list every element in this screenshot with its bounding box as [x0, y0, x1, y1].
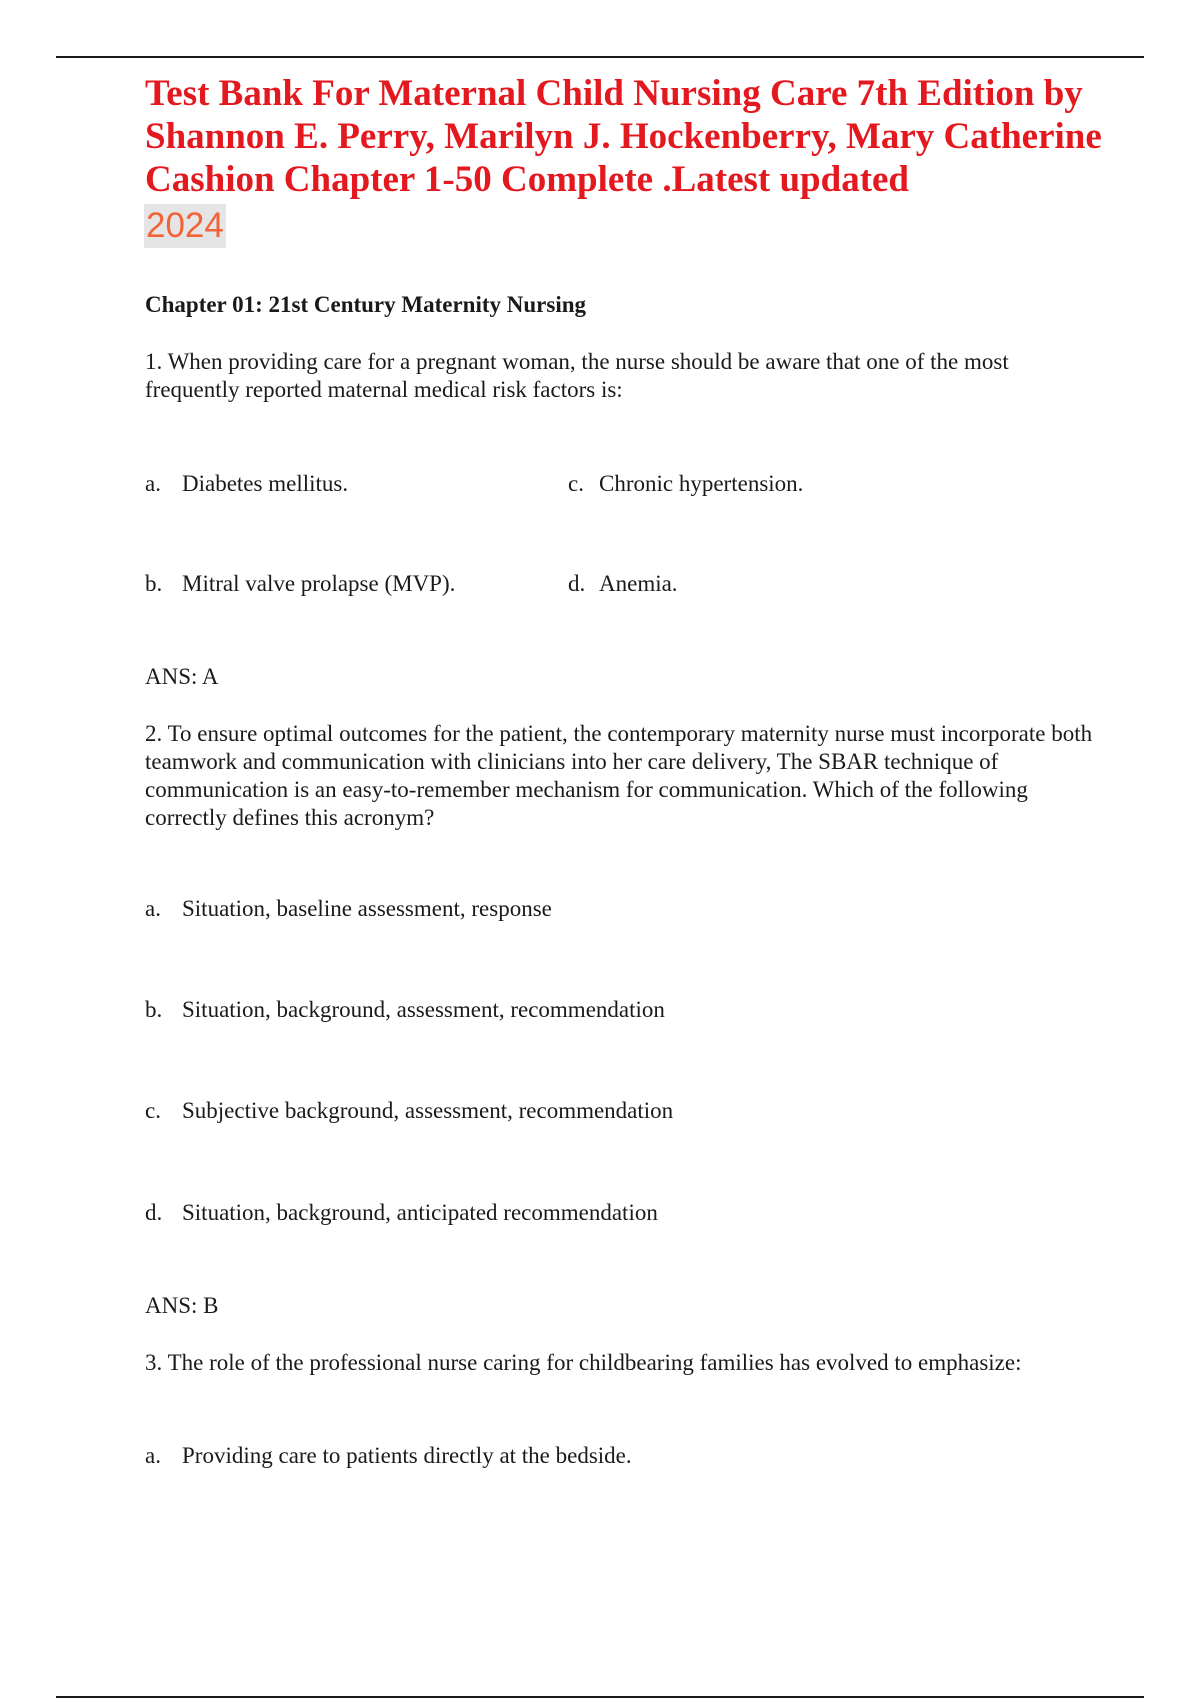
q3-option-a-text: Providing care to patients directly at the bedside. — [182, 1443, 632, 1468]
q1-option-a-letter: a. — [145, 471, 161, 496]
q2-option-a-text: Situation, baseline assessment, response — [182, 896, 552, 921]
q1-option-d-letter: d. — [568, 571, 586, 596]
q2-option-a-letter: a. — [145, 896, 161, 921]
question-2-answer: ANS: B — [145, 1293, 219, 1318]
question-2-stem: 2. To ensure optimal outcomes for the patient, the contemporary maternity nurse must incorporate both teamwork and communication with clinicians into her care delivery, The SBAR technique of communication is an easy-to-remember mechanism for communication. Which of the following correctly defines this acronym? — [145, 721, 1093, 830]
q2-option-d-letter: d. — [145, 1200, 163, 1225]
q2-option-c-letter: c. — [145, 1098, 161, 1123]
question-1-answer: ANS: A — [145, 664, 219, 689]
question-1-stem: 1. When providing care for a pregnant woman, the nurse should be aware that one of the most frequently reported maternal medical risk factors is: — [145, 349, 1009, 402]
title-year-highlight: 2024 — [144, 204, 226, 248]
q2-option-b-text: Situation, background, assessment, recommendation — [182, 997, 665, 1022]
q1-option-d-text: Anemia. — [599, 571, 678, 596]
question-3-stem: 3. The role of the professional nurse caring for childbearing families has evolved to emphasize: — [145, 1350, 1022, 1375]
chapter-heading: Chapter 01: 21st Century Maternity Nursing — [145, 292, 587, 317]
q2-option-d-text: Situation, background, anticipated recommendation — [182, 1200, 658, 1225]
q1-option-c-text: Chronic hypertension. — [599, 471, 804, 496]
q2-option-c-text: Subjective background, assessment, recommendation — [182, 1098, 674, 1123]
q3-option-a-letter: a. — [145, 1443, 161, 1468]
bottom-rule — [56, 1696, 1144, 1698]
q1-option-c-letter: c. — [568, 471, 584, 496]
q1-option-a-text: Diabetes mellitus. — [182, 471, 349, 496]
q2-option-b-letter: b. — [145, 997, 163, 1022]
document-title: Test Bank For Maternal Child Nursing Care 7th Edition by Shannon E. Perry, Marilyn J. Hockenberry, Mary Catherine Cashion Chapter 1-50 Complete .Latest updated — [145, 73, 1102, 200]
top-rule — [56, 56, 1144, 58]
q1-option-b-text: Mitral valve prolapse (MVP). — [182, 571, 456, 596]
q1-option-b-letter: b. — [145, 571, 163, 596]
